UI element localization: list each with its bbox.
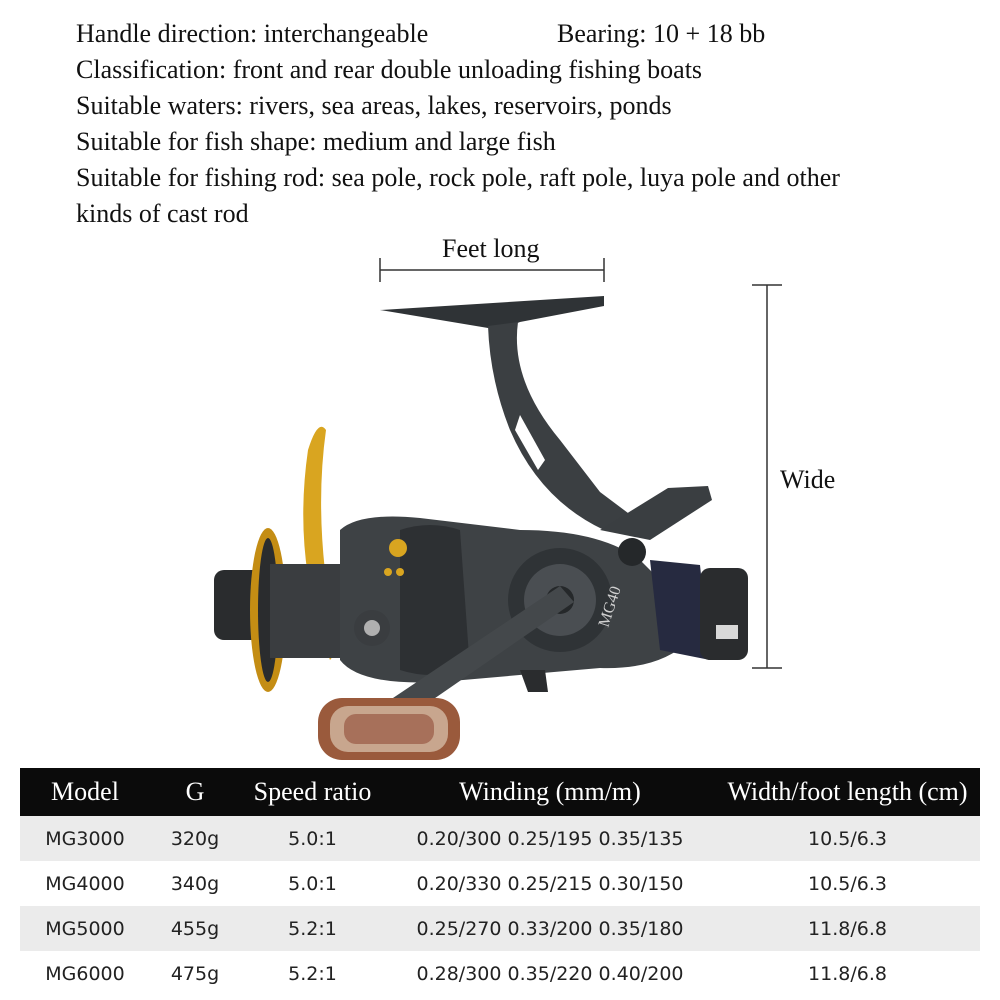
cell-weight: 475g bbox=[150, 951, 240, 996]
header-width-foot-length: Width/foot length (cm) bbox=[715, 768, 980, 816]
cell-model: MG3000 bbox=[20, 816, 150, 861]
spec-fishing-rod-continued: kinds of cast rod bbox=[76, 199, 249, 228]
cell-width-foot-length: 11.8/6.8 bbox=[715, 951, 980, 996]
cell-model: MG6000 bbox=[20, 951, 150, 996]
wide-dimension-line bbox=[752, 285, 782, 668]
cell-winding: 0.20/330 0.25/215 0.30/150 bbox=[385, 861, 715, 906]
table-row bbox=[20, 861, 980, 906]
cell-winding: 0.28/300 0.35/220 0.40/200 bbox=[385, 951, 715, 996]
cell-speed-ratio: 5.2:1 bbox=[240, 906, 385, 951]
spec-fish-shape: Suitable for fish shape: medium and large fish bbox=[76, 127, 556, 156]
spec-classification: Classification: front and rear double unloading fishing boats bbox=[76, 55, 703, 84]
table-row bbox=[20, 951, 980, 996]
header-weight: G bbox=[150, 768, 240, 816]
table-row bbox=[20, 906, 980, 951]
cell-winding: 0.20/300 0.25/195 0.35/135 bbox=[385, 816, 715, 861]
spinning-reel-icon bbox=[214, 296, 748, 760]
cell-weight: 455g bbox=[150, 906, 240, 951]
spec-handle-direction: Handle direction: interchangeable bbox=[76, 19, 429, 48]
spec-fishing-rod: Suitable for fishing rod: sea pole, rock pole, raft pole, luya pole and other bbox=[76, 163, 840, 192]
table-header-row bbox=[20, 768, 980, 816]
spec-suitable-waters: Suitable waters: rivers, sea areas, lakes, reservoirs, ponds bbox=[76, 91, 672, 120]
model-marking: MG40 bbox=[595, 584, 625, 630]
feet-long-label: Feet long bbox=[442, 234, 540, 263]
cell-speed-ratio: 5.0:1 bbox=[240, 861, 385, 906]
wide-label: Wide bbox=[780, 465, 836, 494]
feet-dimension-line bbox=[380, 258, 604, 282]
spec-table bbox=[20, 768, 980, 996]
spec-bearing: Bearing: 10 + 18 bb bbox=[557, 19, 766, 48]
cell-weight: 340g bbox=[150, 861, 240, 906]
cell-width-foot-length: 11.8/6.8 bbox=[715, 906, 980, 951]
cell-model: MG5000 bbox=[20, 906, 150, 951]
cell-winding: 0.25/270 0.33/200 0.35/180 bbox=[385, 906, 715, 951]
cell-width-foot-length: 10.5/6.3 bbox=[715, 816, 980, 861]
cell-speed-ratio: 5.2:1 bbox=[240, 951, 385, 996]
cell-speed-ratio: 5.0:1 bbox=[240, 816, 385, 861]
header-speed-ratio: Speed ratio bbox=[240, 768, 385, 816]
reel-figure bbox=[0, 230, 1000, 770]
header-winding: Winding (mm/m) bbox=[385, 768, 715, 816]
cell-model: MG4000 bbox=[20, 861, 150, 906]
cell-weight: 320g bbox=[150, 816, 240, 861]
header-model: Model bbox=[20, 768, 150, 816]
cell-width-foot-length: 10.5/6.3 bbox=[715, 861, 980, 906]
table-row bbox=[20, 816, 980, 861]
